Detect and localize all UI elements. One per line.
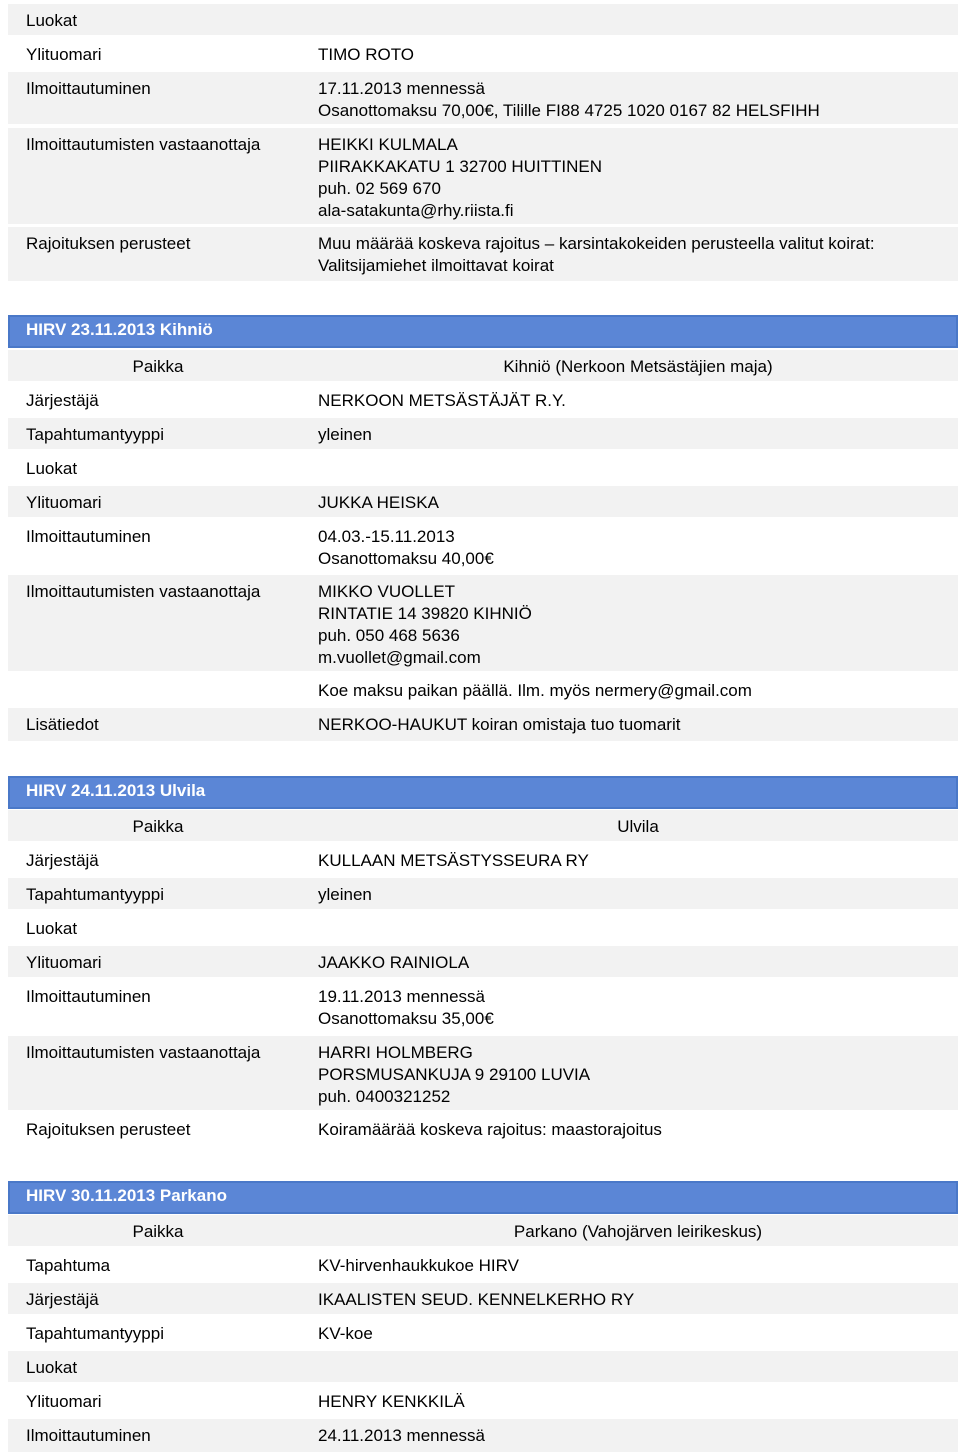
row-tyyppi xyxy=(8,418,958,449)
ylituomari-label: Ylituomari xyxy=(26,1392,102,1411)
row-ylituomari xyxy=(8,946,958,977)
ilmoittautuminen-value xyxy=(318,526,494,570)
row-ilmoittautuminen xyxy=(8,1419,958,1452)
vastaanottaja-line: HARRI HOLMBERG xyxy=(318,1043,473,1062)
vastaanottaja-value xyxy=(318,1042,590,1108)
row-ilmoittautuminen xyxy=(8,520,958,572)
ilmoittautuminen-line: 04.03.-15.11.2013 xyxy=(318,527,455,546)
row-rajoitus xyxy=(8,227,958,281)
luokat-label: Luokat xyxy=(26,919,78,938)
jarjestaja-label: Järjestäjä xyxy=(26,851,99,870)
row-paikka xyxy=(8,810,958,841)
row-ylituomari xyxy=(8,38,958,69)
rajoitus-value xyxy=(318,233,875,277)
row-ilmoittautuminen xyxy=(8,980,958,1032)
vastaanottaja-line: HEIKKI KULMALA xyxy=(318,135,458,154)
ylituomari-value: JUKKA HEISKA xyxy=(318,493,439,512)
vastaanottaja-line: puh. 02 569 670 xyxy=(318,179,441,198)
vastaanottaja-value xyxy=(318,134,602,222)
section-title: HIRV 24.11.2013 Ulvila xyxy=(26,781,206,800)
row-extra-info xyxy=(8,674,958,705)
vastaanottaja-label: Ilmoittautumisten vastaanottaja xyxy=(26,582,261,601)
row-rajoitus xyxy=(8,1113,958,1144)
paikka-label: Paikka xyxy=(132,817,184,836)
tyyppi-label: Tapahtumantyyppi xyxy=(26,1324,164,1343)
ilmoittautuminen-line: 19.11.2013 mennessä xyxy=(318,987,485,1006)
ilmoittautuminen-label: Ilmoittautuminen xyxy=(26,79,151,98)
ilmoittautuminen-value: 24.11.2013 mennessä xyxy=(318,1426,485,1445)
row-jarjestaja xyxy=(8,384,958,415)
vastaanottaja-line: puh. 0400321252 xyxy=(318,1087,451,1106)
row-vastaanottaja xyxy=(8,1036,958,1110)
ilmoittautuminen-line: Osanottomaksu 35,00€ xyxy=(318,1009,494,1028)
row-ilmoittautuminen xyxy=(8,72,958,124)
row-luokat xyxy=(8,452,958,483)
vastaanottaja-value xyxy=(318,581,532,669)
jarjestaja-value: KULLAAN METSÄSTYSSEURA RY xyxy=(318,851,589,870)
row-vastaanottaja xyxy=(8,575,958,671)
lisatiedot-label: Lisätiedot xyxy=(26,715,99,734)
ilmoittautuminen-value xyxy=(318,986,494,1030)
section-header-kihnio xyxy=(8,315,958,348)
tyyppi-value: yleinen xyxy=(318,425,372,444)
row-ylituomari xyxy=(8,486,958,517)
vastaanottaja-email[interactable]: m.vuollet@gmail.com xyxy=(318,648,481,667)
luokat-label: Luokat xyxy=(26,11,78,30)
jarjestaja-value: IKAALISTEN SEUD. KENNELKERHO RY xyxy=(318,1290,635,1309)
vastaanottaja-line: PORSMUSANKUJA 9 29100 LUVIA xyxy=(318,1065,591,1084)
tyyppi-label: Tapahtumantyyppi xyxy=(26,425,164,444)
row-lisatiedot xyxy=(8,708,958,741)
row-luokat xyxy=(8,1351,958,1382)
jarjestaja-value: NERKOON METSÄSTÄJÄT R.Y. xyxy=(318,391,566,410)
ilmoittautuminen-label: Ilmoittautuminen xyxy=(26,527,151,546)
tapahtuma-label: Tapahtuma xyxy=(26,1256,111,1275)
rajoitus-label: Rajoituksen perusteet xyxy=(26,234,191,253)
vastaanottaja-line: puh. 050 468 5636 xyxy=(318,626,460,645)
tapahtuma-value: KV-hirvenhaukkukoe HIRV xyxy=(318,1256,519,1275)
lisatiedot-value: NERKOO-HAUKUT koiran omistaja tuo tuomarit xyxy=(318,715,681,734)
tyyppi-label: Tapahtumantyyppi xyxy=(26,885,164,904)
paikka-label: Paikka xyxy=(132,1222,184,1241)
paikka-value: Ulvila xyxy=(617,817,659,836)
paikka-label: Paikka xyxy=(132,357,184,376)
ilmoittautuminen-label: Ilmoittautuminen xyxy=(26,1426,151,1445)
row-tyyppi xyxy=(8,878,958,909)
ilmoittautuminen-line: 17.11.2013 mennessä xyxy=(318,79,485,98)
row-tyyppi xyxy=(8,1317,958,1348)
ilmoittautuminen-label: Ilmoittautuminen xyxy=(26,987,151,1006)
ilmoittautuminen-value xyxy=(318,78,820,122)
row-tapahtuma xyxy=(8,1249,958,1280)
luokat-label: Luokat xyxy=(26,1358,78,1377)
vastaanottaja-line: MIKKO VUOLLET xyxy=(318,582,455,601)
rajoitus-line: Valitsijamiehet ilmoittavat koirat xyxy=(318,256,554,275)
ylituomari-value: TIMO ROTO xyxy=(318,45,415,64)
vastaanottaja-line: RINTATIE 14 39820 KIHNIÖ xyxy=(318,604,532,623)
ylituomari-label: Ylituomari xyxy=(26,953,102,972)
ylituomari-label: Ylituomari xyxy=(26,493,102,512)
vastaanottaja-line: PIIRAKKAKATU 1 32700 HUITTINEN xyxy=(318,157,603,176)
section-header-parkano xyxy=(8,1181,958,1214)
ylituomari-label: Ylituomari xyxy=(26,45,102,64)
paikka-value: Kihniö (Nerkoon Metsästäjien maja) xyxy=(503,357,773,376)
ilmoittautuminen-line: Osanottomaksu 40,00€ xyxy=(318,549,494,568)
section-header-ulvila xyxy=(8,776,958,809)
ylituomari-value: JAAKKO RAINIOLA xyxy=(318,953,470,972)
tyyppi-value: yleinen xyxy=(318,885,372,904)
vastaanottaja-email[interactable]: ala-satakunta@rhy.riista.fi xyxy=(318,201,514,220)
rajoitus-value: Koiramäärää koskeva rajoitus: maastorajoitus xyxy=(318,1120,662,1139)
section-title: HIRV 30.11.2013 Parkano xyxy=(26,1186,227,1205)
row-paikka xyxy=(8,1215,958,1246)
rajoitus-label: Rajoituksen perusteet xyxy=(26,1120,191,1139)
row-luokat xyxy=(8,912,958,943)
row-jarjestaja xyxy=(8,1283,958,1314)
jarjestaja-label: Järjestäjä xyxy=(26,391,99,410)
paikka-value: Parkano (Vahojärven leirikeskus) xyxy=(513,1222,763,1241)
ilmoittautuminen-line: Osanottomaksu 70,00€, Tilille FI88 4725 1020 0167 82 HELSFIHH xyxy=(318,101,820,120)
row-jarjestaja xyxy=(8,844,958,875)
ylituomari-value: HENRY KENKKILÄ xyxy=(318,1392,465,1411)
jarjestaja-label: Järjestäjä xyxy=(26,1290,99,1309)
vastaanottaja-label: Ilmoittautumisten vastaanottaja xyxy=(26,135,261,154)
vastaanottaja-label: Ilmoittautumisten vastaanottaja xyxy=(26,1043,261,1062)
extra-info-value: Koe maksu paikan päällä. Ilm. myös nermery@gmail.com xyxy=(318,681,752,700)
row-luokat xyxy=(8,4,958,35)
row-ylituomari xyxy=(8,1385,958,1416)
tyyppi-value: KV-koe xyxy=(318,1324,373,1343)
rajoitus-line: Muu määrää koskeva rajoitus – karsintakokeiden perusteella valitut koirat: xyxy=(318,234,875,253)
section-title: HIRV 23.11.2013 Kihniö xyxy=(26,320,213,339)
row-vastaanottaja xyxy=(8,128,958,224)
row-paikka xyxy=(8,350,958,381)
luokat-label: Luokat xyxy=(26,459,78,478)
